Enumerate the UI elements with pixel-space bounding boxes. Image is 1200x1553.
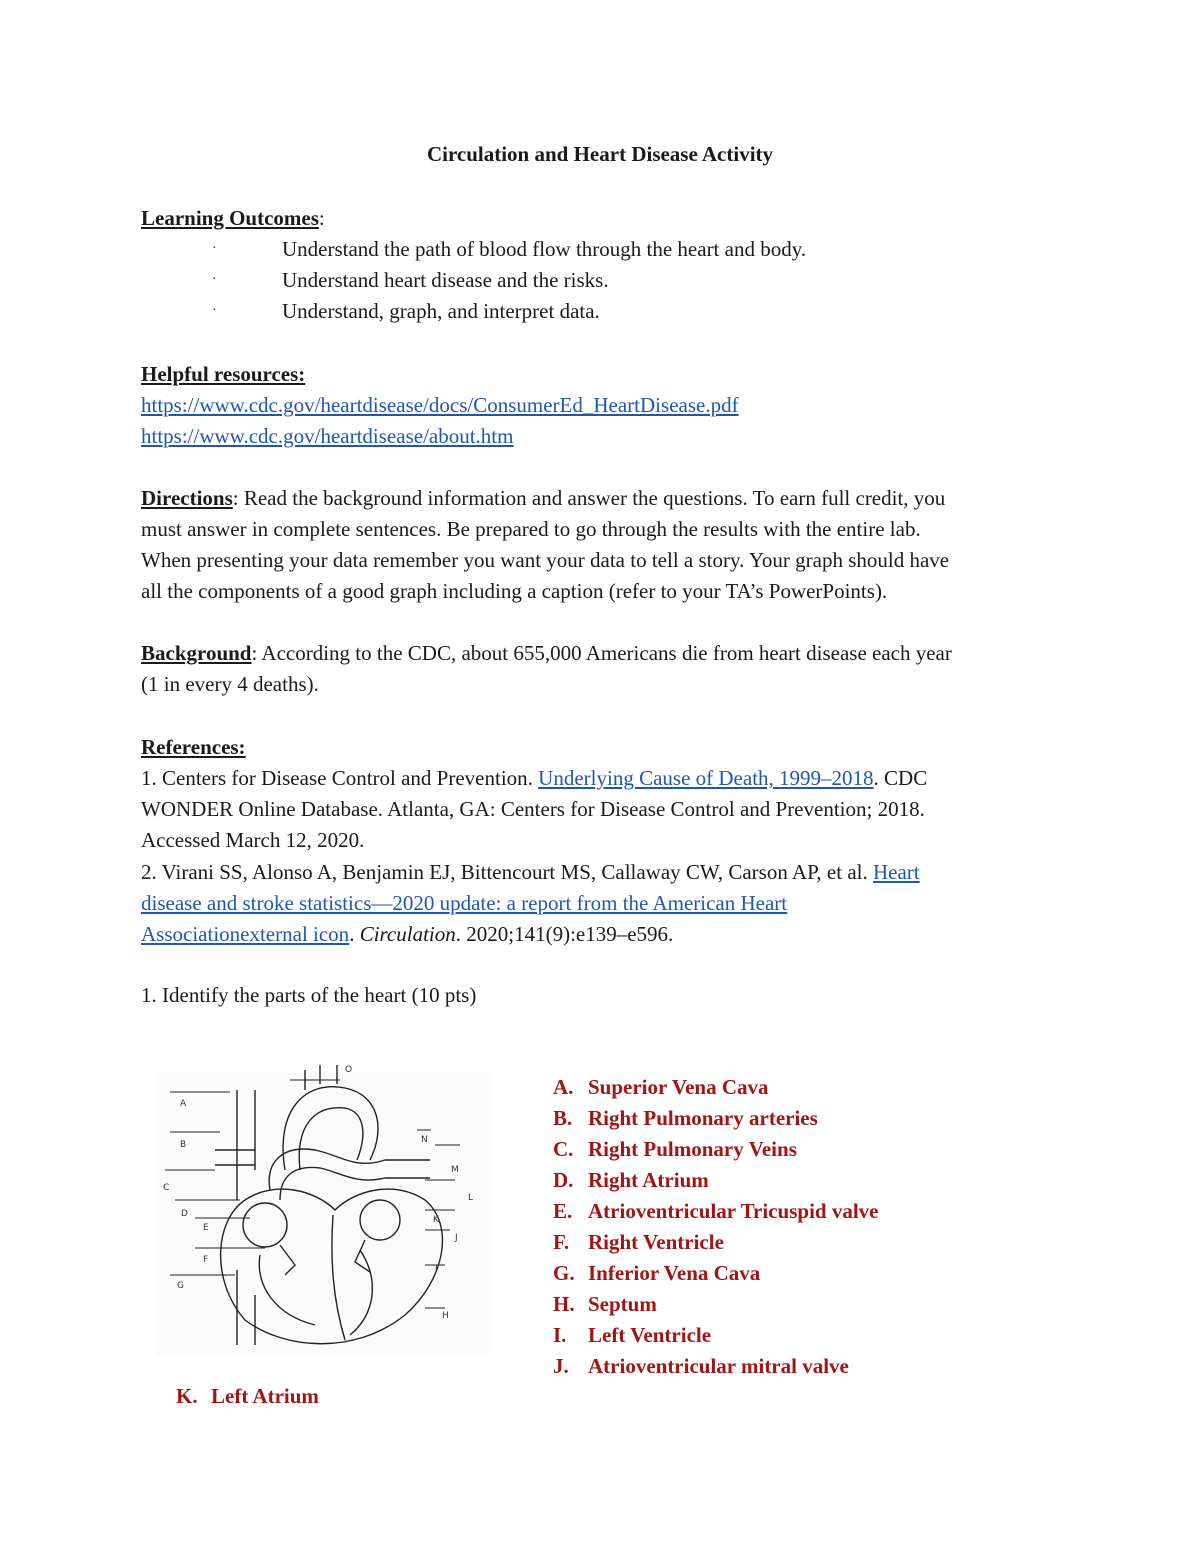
bullet-dot: · bbox=[212, 303, 217, 318]
answer-letter: I. bbox=[553, 1323, 567, 1347]
learning-outcome-item: Understand the path of blood flow through the heart and body. bbox=[282, 237, 807, 261]
directions-heading: Directions bbox=[141, 486, 233, 510]
directions-line bbox=[141, 483, 945, 514]
answer-item bbox=[553, 1072, 878, 1103]
answer-letter: J. bbox=[553, 1354, 569, 1378]
references-heading: References: bbox=[141, 735, 246, 759]
diagram-label-n: N bbox=[421, 1135, 428, 1145]
diagram-label-j: J bbox=[455, 1233, 458, 1243]
directions-line: must answer in complete sentences. Be prepared to go through the results with the entire lab. bbox=[141, 517, 921, 541]
heart-stats-link[interactable]: Heart bbox=[873, 860, 920, 884]
answer-letter: G. bbox=[553, 1261, 575, 1285]
answer-text: Right Pulmonary Veins bbox=[588, 1137, 797, 1161]
diagram-label-b: B bbox=[180, 1140, 187, 1150]
heart-stats-link[interactable]: Associationexternal icon bbox=[141, 922, 350, 946]
diagram-label-c: C bbox=[163, 1183, 170, 1193]
reference-2 bbox=[141, 857, 920, 888]
bullet-dot: · bbox=[212, 272, 217, 287]
answer-item bbox=[553, 1258, 878, 1289]
answer-text: Inferior Vena Cava bbox=[588, 1261, 761, 1285]
answer-letter: A. bbox=[553, 1075, 574, 1099]
answer-text: Atrioventricular mitral valve bbox=[588, 1354, 849, 1378]
answer-letter: B. bbox=[553, 1106, 573, 1130]
answer-text: Right Ventricle bbox=[588, 1230, 724, 1254]
cdc-consumer-pdf-link[interactable]: https://www.cdc.gov/heartdisease/docs/ConsumerEd_HeartDisease.pdf bbox=[141, 393, 739, 417]
diagram-background bbox=[155, 1072, 490, 1355]
answer-item bbox=[553, 1134, 878, 1165]
learning-outcomes-label: Learning Outcomes bbox=[141, 206, 319, 230]
diagram-label-e: E bbox=[203, 1223, 209, 1233]
answer-text: Superior Vena Cava bbox=[588, 1075, 769, 1099]
learning-outcomes-colon: : bbox=[318, 206, 325, 230]
underlying-cause-link[interactable]: Underlying Cause of Death, 1999–2018 bbox=[538, 766, 874, 790]
directions-line: When presenting your data remember you want your data to tell a story. Your graph should have bbox=[141, 548, 950, 572]
answer-letter: F. bbox=[553, 1230, 570, 1254]
document-title: Circulation and Heart Disease Activity bbox=[426, 142, 774, 166]
diagram-label-k: K bbox=[433, 1215, 439, 1225]
background-text: : According to the CDC, about 655,000 Americans die from heart disease each year bbox=[251, 641, 952, 665]
answer-item-k bbox=[176, 1384, 319, 1409]
answer-item bbox=[553, 1289, 878, 1320]
reference-2-volume: . 2020;141(9):e139–e596. bbox=[455, 922, 674, 946]
resources-heading: Helpful resources: bbox=[141, 362, 306, 386]
journal-name: Circulation bbox=[359, 922, 456, 946]
learning-outcomes-heading bbox=[141, 203, 325, 234]
learning-outcome-item: Understand heart disease and the risks. bbox=[282, 268, 609, 292]
answer-letter: K. bbox=[176, 1384, 198, 1408]
answer-letter: C. bbox=[553, 1137, 574, 1161]
diagram-label-d: D bbox=[181, 1209, 188, 1219]
reference-1-authors: 1. Centers for Disease Control and Prevention. bbox=[141, 766, 539, 790]
background-line: (1 in every 4 deaths). bbox=[141, 672, 319, 696]
diagram-label-o: O bbox=[345, 1065, 353, 1075]
reference-1 bbox=[141, 763, 927, 794]
answer-item bbox=[553, 1351, 878, 1382]
directions-text: : Read the background information and answer the questions. To earn full credit, you bbox=[232, 486, 946, 510]
diagram-label-f: F bbox=[203, 1255, 209, 1265]
diagram-label-a: A bbox=[180, 1099, 187, 1109]
diagram-label-m: M bbox=[451, 1165, 459, 1175]
heart-diagram bbox=[155, 1050, 490, 1355]
diagram-label-h: H bbox=[442, 1311, 449, 1321]
reference-1-line3: Accessed March 12, 2020. bbox=[141, 828, 365, 852]
background-heading: Background bbox=[141, 641, 252, 665]
heart-stats-link[interactable]: disease and stroke statistics—2020 update: a report from the American Heart bbox=[141, 891, 788, 915]
diagram-label-l: L bbox=[468, 1193, 474, 1203]
bullet-dot: · bbox=[212, 241, 217, 256]
answer-text: Left Ventricle bbox=[588, 1323, 712, 1347]
answer-text: Atrioventricular Tricuspid valve bbox=[588, 1199, 879, 1223]
learning-outcome-item: Understand, graph, and interpret data. bbox=[282, 299, 600, 323]
reference-2-authors: 2. Virani SS, Alonso A, Benjamin EJ, Bittencourt MS, Callaway CW, Carson AP, et al. bbox=[141, 860, 873, 884]
answer-text: Right Pulmonary arteries bbox=[588, 1106, 818, 1130]
answer-letter: D. bbox=[553, 1168, 574, 1192]
answer-item bbox=[553, 1103, 878, 1134]
answer-list bbox=[553, 1072, 878, 1382]
answer-text: Left Atrium bbox=[211, 1384, 319, 1408]
question-1: 1. Identify the parts of the heart (10 pts) bbox=[141, 983, 477, 1007]
cdc-about-link[interactable]: https://www.cdc.gov/heartdisease/about.htm bbox=[141, 424, 514, 448]
answer-item bbox=[553, 1227, 878, 1258]
answer-letter: H. bbox=[553, 1292, 575, 1316]
reference-2-line3 bbox=[141, 919, 673, 950]
reference-1-line2: WONDER Online Database. Atlanta, GA: Centers for Disease Control and Prevention; 2018. bbox=[141, 797, 925, 821]
diagram-label-i: I bbox=[435, 1265, 438, 1275]
reference-1-source: . CDC bbox=[873, 766, 928, 790]
answer-text: Right Atrium bbox=[588, 1168, 709, 1192]
answer-item bbox=[553, 1320, 878, 1351]
background-line bbox=[141, 638, 952, 669]
directions-line: all the components of a good graph including a caption (refer to your TA’s PowerPoints). bbox=[141, 579, 888, 603]
answer-item bbox=[553, 1196, 878, 1227]
answer-item bbox=[553, 1165, 878, 1196]
diagram-label-g: G bbox=[177, 1281, 184, 1291]
answer-text: Septum bbox=[588, 1292, 657, 1316]
reference-2-sep: . bbox=[349, 922, 360, 946]
answer-letter: E. bbox=[553, 1199, 573, 1223]
